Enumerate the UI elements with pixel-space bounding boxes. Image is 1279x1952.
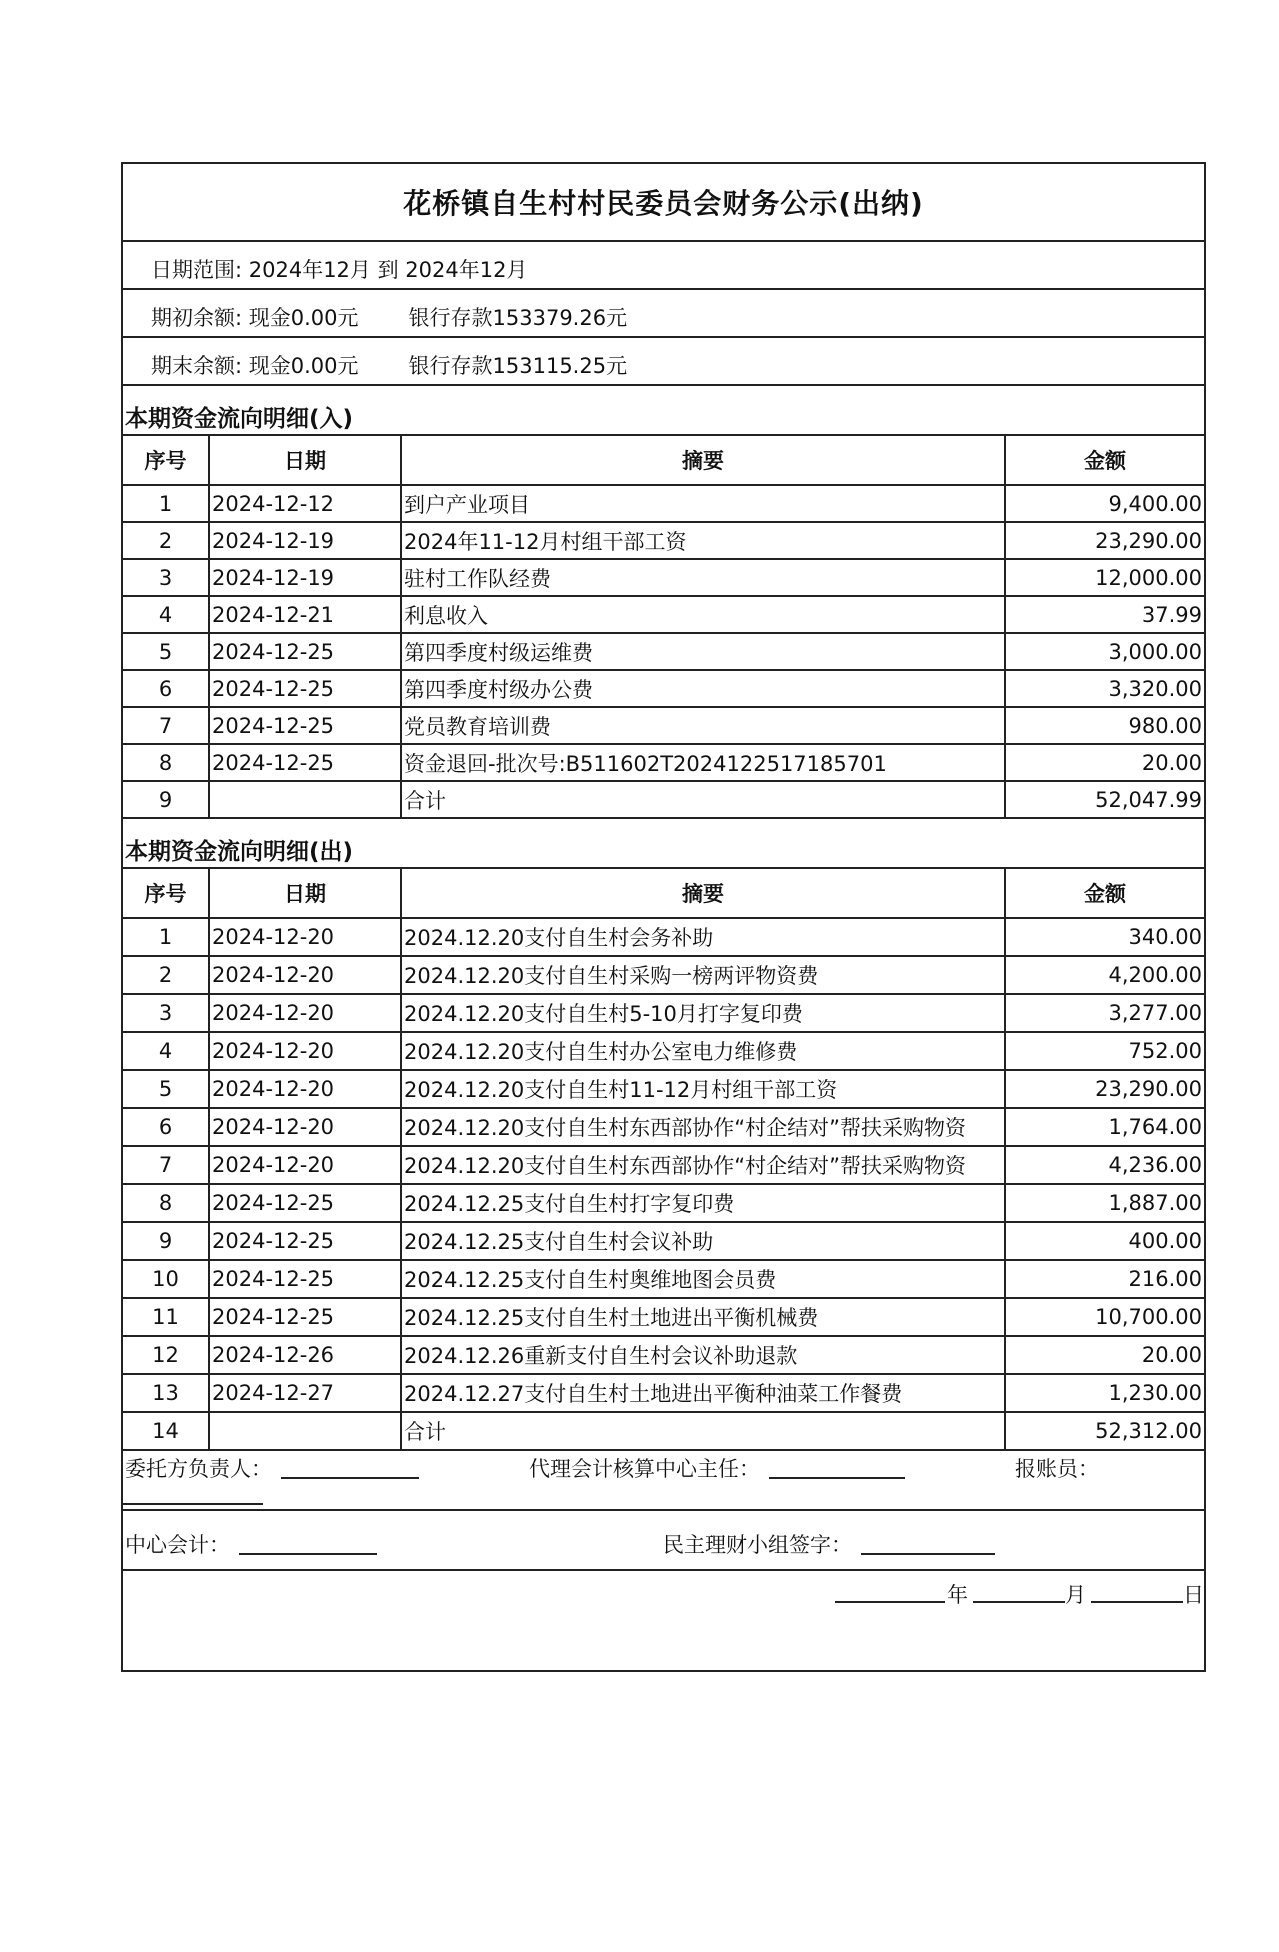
income-table-row <box>123 744 1204 781</box>
income-amount-cell: 12,000.00 <box>1005 559 1204 596</box>
expense-index-cell: 4 <box>123 1032 209 1070</box>
page-title: 花桥镇自生村村民委员会财务公示(出纳) <box>123 164 1204 242</box>
income-summary-cell: 2024年11-12月村组干部工资 <box>401 522 1005 559</box>
expense-summary-cell: 2024.12.25支付自生村土地进出平衡机械费 <box>401 1298 1005 1336</box>
finance-notice-sheet <box>121 162 1206 1672</box>
income-index-cell: 1 <box>123 485 209 522</box>
income-table-header <box>123 435 1204 485</box>
expense-table-row <box>123 1260 1204 1298</box>
expense-table-row <box>123 1222 1204 1260</box>
agent-director-signature-line <box>769 1477 905 1479</box>
expense-index-cell: 13 <box>123 1374 209 1412</box>
expense-index-cell: 9 <box>123 1222 209 1260</box>
expense-date-cell: 2024-12-20 <box>209 1146 401 1184</box>
expense-index-cell: 8 <box>123 1184 209 1222</box>
expense-header-1: 日期 <box>209 868 401 918</box>
income-date-cell: 2024-12-19 <box>209 522 401 559</box>
income-table-row <box>123 522 1204 559</box>
income-summary-cell: 第四季度村级办公费 <box>401 670 1005 707</box>
income-table-row <box>123 781 1204 818</box>
income-date-cell: 2024-12-21 <box>209 596 401 633</box>
income-table-row <box>123 633 1204 670</box>
expense-summary-cell: 2024.12.20支付自生村5-10月打字复印费 <box>401 994 1005 1032</box>
income-table-row <box>123 596 1204 633</box>
expense-amount-cell: 4,200.00 <box>1005 956 1204 994</box>
income-date-cell <box>209 781 401 818</box>
income-amount-cell: 3,320.00 <box>1005 670 1204 707</box>
income-index-cell: 2 <box>123 522 209 559</box>
center-accountant-label: 中心会计： <box>125 1533 230 1557</box>
expense-amount-cell: 23,290.00 <box>1005 1070 1204 1108</box>
expense-date-cell: 2024-12-25 <box>209 1298 401 1336</box>
expense-table-row <box>123 1070 1204 1108</box>
income-amount-cell: 23,290.00 <box>1005 522 1204 559</box>
center-accountant-signature-line <box>239 1553 377 1555</box>
income-table <box>123 434 1204 819</box>
expense-amount-cell: 4,236.00 <box>1005 1146 1204 1184</box>
expense-index-cell: 12 <box>123 1336 209 1374</box>
income-header-3: 金额 <box>1005 435 1204 485</box>
democratic-group-label: 民主理财小组签字： <box>663 1533 852 1557</box>
expense-amount-cell: 400.00 <box>1005 1222 1204 1260</box>
expense-index-cell: 7 <box>123 1146 209 1184</box>
expense-summary-cell: 2024.12.20支付自生村会务补助 <box>401 918 1005 956</box>
day-blank <box>1091 1601 1183 1603</box>
income-index-cell: 4 <box>123 596 209 633</box>
income-table-row <box>123 559 1204 596</box>
expense-date-cell: 2024-12-20 <box>209 994 401 1032</box>
expense-amount-cell: 10,700.00 <box>1005 1298 1204 1336</box>
income-amount-cell: 980.00 <box>1005 707 1204 744</box>
expense-table-row <box>123 1412 1204 1450</box>
expense-summary-cell: 2024.12.25支付自生村打字复印费 <box>401 1184 1005 1222</box>
expense-index-cell: 11 <box>123 1298 209 1336</box>
expense-date-cell: 2024-12-26 <box>209 1336 401 1374</box>
expense-amount-cell: 1,230.00 <box>1005 1374 1204 1412</box>
opening-cash: 期初余额: 现金0.00元 <box>151 306 359 330</box>
income-table-row <box>123 670 1204 707</box>
expense-summary-cell: 2024.12.25支付自生村会议补助 <box>401 1222 1005 1260</box>
income-table-row <box>123 707 1204 744</box>
closing-cash: 期末余额: 现金0.00元 <box>151 354 359 378</box>
expense-date-cell: 2024-12-20 <box>209 918 401 956</box>
reimburser-signature-line <box>123 1503 263 1505</box>
expense-index-cell: 1 <box>123 918 209 956</box>
income-table-row <box>123 485 1204 522</box>
expense-table-row <box>123 1184 1204 1222</box>
income-summary-cell: 第四季度村级运维费 <box>401 633 1005 670</box>
income-date-cell: 2024-12-12 <box>209 485 401 522</box>
agent-director-label: 代理会计核算中心主任： <box>529 1457 760 1481</box>
expense-index-cell: 10 <box>123 1260 209 1298</box>
signature-row-2 <box>123 1511 1204 1571</box>
income-summary-cell: 到户产业项目 <box>401 485 1005 522</box>
expense-date-cell: 2024-12-20 <box>209 1108 401 1146</box>
closing-bank: 银行存款153115.25元 <box>408 354 628 378</box>
expense-amount-cell: 216.00 <box>1005 1260 1204 1298</box>
expense-summary-cell: 2024.12.27支付自生村土地进出平衡种油菜工作餐费 <box>401 1374 1005 1412</box>
expense-index-cell: 5 <box>123 1070 209 1108</box>
income-date-cell: 2024-12-25 <box>209 744 401 781</box>
year-label: 年 <box>947 1583 968 1607</box>
income-index-cell: 8 <box>123 744 209 781</box>
expense-amount-cell: 752.00 <box>1005 1032 1204 1070</box>
income-summary-cell: 合计 <box>401 781 1005 818</box>
income-index-cell: 5 <box>123 633 209 670</box>
expense-summary-cell: 2024.12.20支付自生村办公室电力维修费 <box>401 1032 1005 1070</box>
income-summary-cell: 驻村工作队经费 <box>401 559 1005 596</box>
principal-label: 委托方负责人： <box>125 1457 272 1481</box>
income-summary-cell: 资金退回-批次号:B511602T2024122517185701 <box>401 744 1005 781</box>
democratic-group-signature-line <box>861 1553 995 1555</box>
date-range: 日期范围: 2024年12月 到 2024年12月 <box>151 258 528 282</box>
expense-summary-cell: 2024.12.25支付自生村奥维地图会员费 <box>401 1260 1005 1298</box>
expense-date-cell: 2024-12-25 <box>209 1260 401 1298</box>
expense-index-cell: 2 <box>123 956 209 994</box>
income-summary-cell: 党员教育培训费 <box>401 707 1005 744</box>
income-amount-cell: 37.99 <box>1005 596 1204 633</box>
principal-signature-line <box>281 1477 419 1479</box>
expense-amount-cell: 20.00 <box>1005 1336 1204 1374</box>
expense-summary-cell: 合计 <box>401 1412 1005 1450</box>
expense-table-row <box>123 918 1204 956</box>
day-label: 日 <box>1183 1583 1204 1607</box>
expense-amount-cell: 52,312.00 <box>1005 1412 1204 1450</box>
expense-table-row <box>123 1374 1204 1412</box>
income-index-cell: 6 <box>123 670 209 707</box>
expense-amount-cell: 3,277.00 <box>1005 994 1204 1032</box>
expense-index-cell: 14 <box>123 1412 209 1450</box>
expense-table-row <box>123 1032 1204 1070</box>
income-section-heading: 本期资金流向明细(入) <box>125 406 354 432</box>
income-date-cell: 2024-12-19 <box>209 559 401 596</box>
reimburser-label: 报账员： <box>1015 1457 1099 1481</box>
income-index-cell: 7 <box>123 707 209 744</box>
expense-date-cell: 2024-12-20 <box>209 1032 401 1070</box>
income-index-cell: 3 <box>123 559 209 596</box>
month-label: 月 <box>1065 1583 1086 1607</box>
expense-date-cell: 2024-12-25 <box>209 1222 401 1260</box>
expense-date-cell: 2024-12-20 <box>209 956 401 994</box>
income-index-cell: 9 <box>123 781 209 818</box>
income-amount-cell: 9,400.00 <box>1005 485 1204 522</box>
income-amount-cell: 52,047.99 <box>1005 781 1204 818</box>
expense-header-0: 序号 <box>123 868 209 918</box>
expense-amount-cell: 1,887.00 <box>1005 1184 1204 1222</box>
signature-date-row <box>123 1571 1204 1637</box>
expense-table <box>123 867 1204 1451</box>
expense-index-cell: 6 <box>123 1108 209 1146</box>
expense-table-row <box>123 1298 1204 1336</box>
expense-section-heading: 本期资金流向明细(出) <box>125 839 354 865</box>
expense-date-cell: 2024-12-27 <box>209 1374 401 1412</box>
income-amount-cell: 3,000.00 <box>1005 633 1204 670</box>
expense-table-row <box>123 1146 1204 1184</box>
expense-table-header <box>123 868 1204 918</box>
expense-header-2: 摘要 <box>401 868 1005 918</box>
opening-balance-row <box>123 290 1204 338</box>
income-header-1: 日期 <box>209 435 401 485</box>
expense-amount-cell: 1,764.00 <box>1005 1108 1204 1146</box>
expense-summary-cell: 2024.12.26重新支付自生村会议补助退款 <box>401 1336 1005 1374</box>
expense-summary-cell: 2024.12.20支付自生村采购一榜两评物资费 <box>401 956 1005 994</box>
expense-date-cell <box>209 1412 401 1450</box>
expense-summary-cell: 2024.12.20支付自生村11-12月村组干部工资 <box>401 1070 1005 1108</box>
month-blank <box>973 1601 1065 1603</box>
expense-amount-cell: 340.00 <box>1005 918 1204 956</box>
income-header-0: 序号 <box>123 435 209 485</box>
expense-table-row <box>123 1108 1204 1146</box>
opening-bank: 银行存款153379.26元 <box>408 306 628 330</box>
income-summary-cell: 利息收入 <box>401 596 1005 633</box>
expense-summary-cell: 2024.12.20支付自生村东西部协作“村企结对”帮扶采购物资 <box>401 1146 1005 1184</box>
expense-index-cell: 3 <box>123 994 209 1032</box>
expense-summary-cell: 2024.12.20支付自生村东西部协作“村企结对”帮扶采购物资 <box>401 1108 1005 1146</box>
signature-row-1 <box>123 1451 1204 1511</box>
income-header-2: 摘要 <box>401 435 1005 485</box>
expense-header-3: 金额 <box>1005 868 1204 918</box>
expense-table-row <box>123 994 1204 1032</box>
income-amount-cell: 20.00 <box>1005 744 1204 781</box>
income-date-cell: 2024-12-25 <box>209 707 401 744</box>
year-blank <box>835 1601 945 1603</box>
expense-date-cell: 2024-12-25 <box>209 1184 401 1222</box>
date-range-row <box>123 242 1204 290</box>
closing-balance-row <box>123 338 1204 386</box>
expense-table-row <box>123 1336 1204 1374</box>
expense-date-cell: 2024-12-20 <box>209 1070 401 1108</box>
income-date-cell: 2024-12-25 <box>209 633 401 670</box>
income-date-cell: 2024-12-25 <box>209 670 401 707</box>
expense-table-row <box>123 956 1204 994</box>
